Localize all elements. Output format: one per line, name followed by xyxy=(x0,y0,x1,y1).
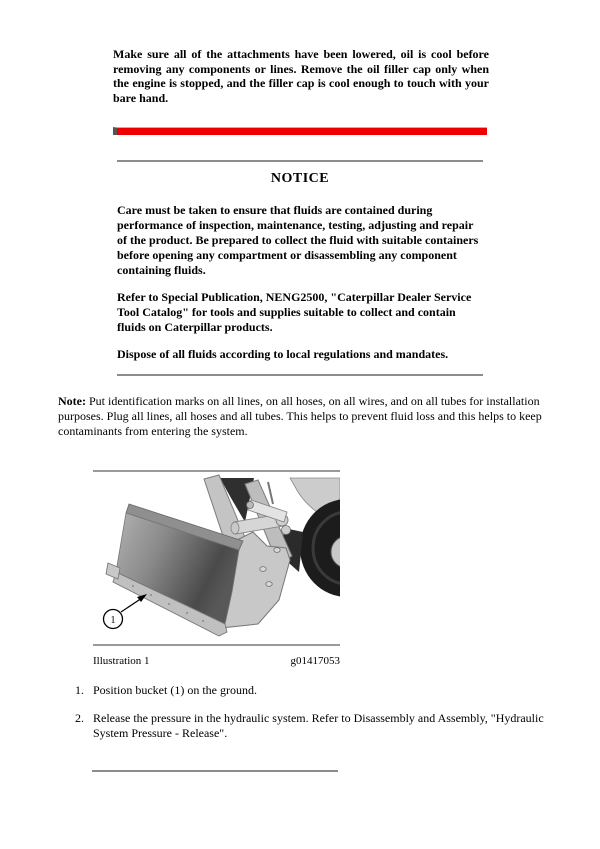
wheel-loader-bucket-illustration xyxy=(93,472,340,644)
step-text: Release the pressure in the hydraulic system. Refer to Disassembly and Assembly, "Hydraulic System Pressure - Release". xyxy=(93,711,544,740)
step-2 xyxy=(75,711,547,741)
warning-end-bar xyxy=(113,127,487,135)
step-number: 2. xyxy=(75,711,84,725)
notice-top-rule xyxy=(117,160,483,162)
figure-illustration-1 xyxy=(93,470,340,667)
note-label: Note: xyxy=(58,394,86,408)
loader-tire xyxy=(300,499,340,597)
notice-paragraph: Care must be taken to ensure that fluids are contained during performance of inspection, maintenance, testing, adjusting and repair of the product. Be prepared to collect the fluid with suitable containers before opening any compartment or disassembling any component containing fluids. xyxy=(117,203,479,277)
callout-label: 1 xyxy=(110,615,116,626)
note-paragraph xyxy=(58,394,556,439)
note-text: Put identification marks on all lines, on all hoses, on all wires, and on all tubes for installation purposes. Plug all lines, all hoses and all tubes. This helps to prevent fluid loss and this helps to keep contaminants from entering the system. xyxy=(58,394,542,438)
notice-bottom-rule xyxy=(117,374,483,376)
notice-box xyxy=(117,160,483,376)
step-text: Position bucket (1) on the ground. xyxy=(93,683,257,697)
step-number: 1. xyxy=(75,683,84,697)
notice-paragraph: Dispose of all fluids according to local regulations and mandates. xyxy=(117,347,449,361)
section-divider-rule xyxy=(92,770,338,772)
figure-caption-label: Illustration 1 xyxy=(93,655,150,667)
procedure-steps xyxy=(75,683,547,754)
figure-caption-code: g01417053 xyxy=(290,655,340,667)
figure-caption xyxy=(93,655,340,667)
notice-paragraph: Refer to Special Publication, NENG2500, "Caterpillar Dealer Service Tool Catalog" for tools and supplies suitable to collect and contain fluids on Caterpillar products. xyxy=(117,290,472,334)
warning-paragraph: Make sure all of the attachments have been lowered, oil is cool before removing any components or lines. Remove the oil filler cap only when the engine is stopped, and the filler cap is cool enough to touch with your bare hand. xyxy=(113,47,489,105)
callout-1 xyxy=(104,594,148,629)
step-1 xyxy=(75,683,547,698)
figure-bottom-rule xyxy=(93,644,340,646)
notice-title: NOTICE xyxy=(270,171,330,186)
